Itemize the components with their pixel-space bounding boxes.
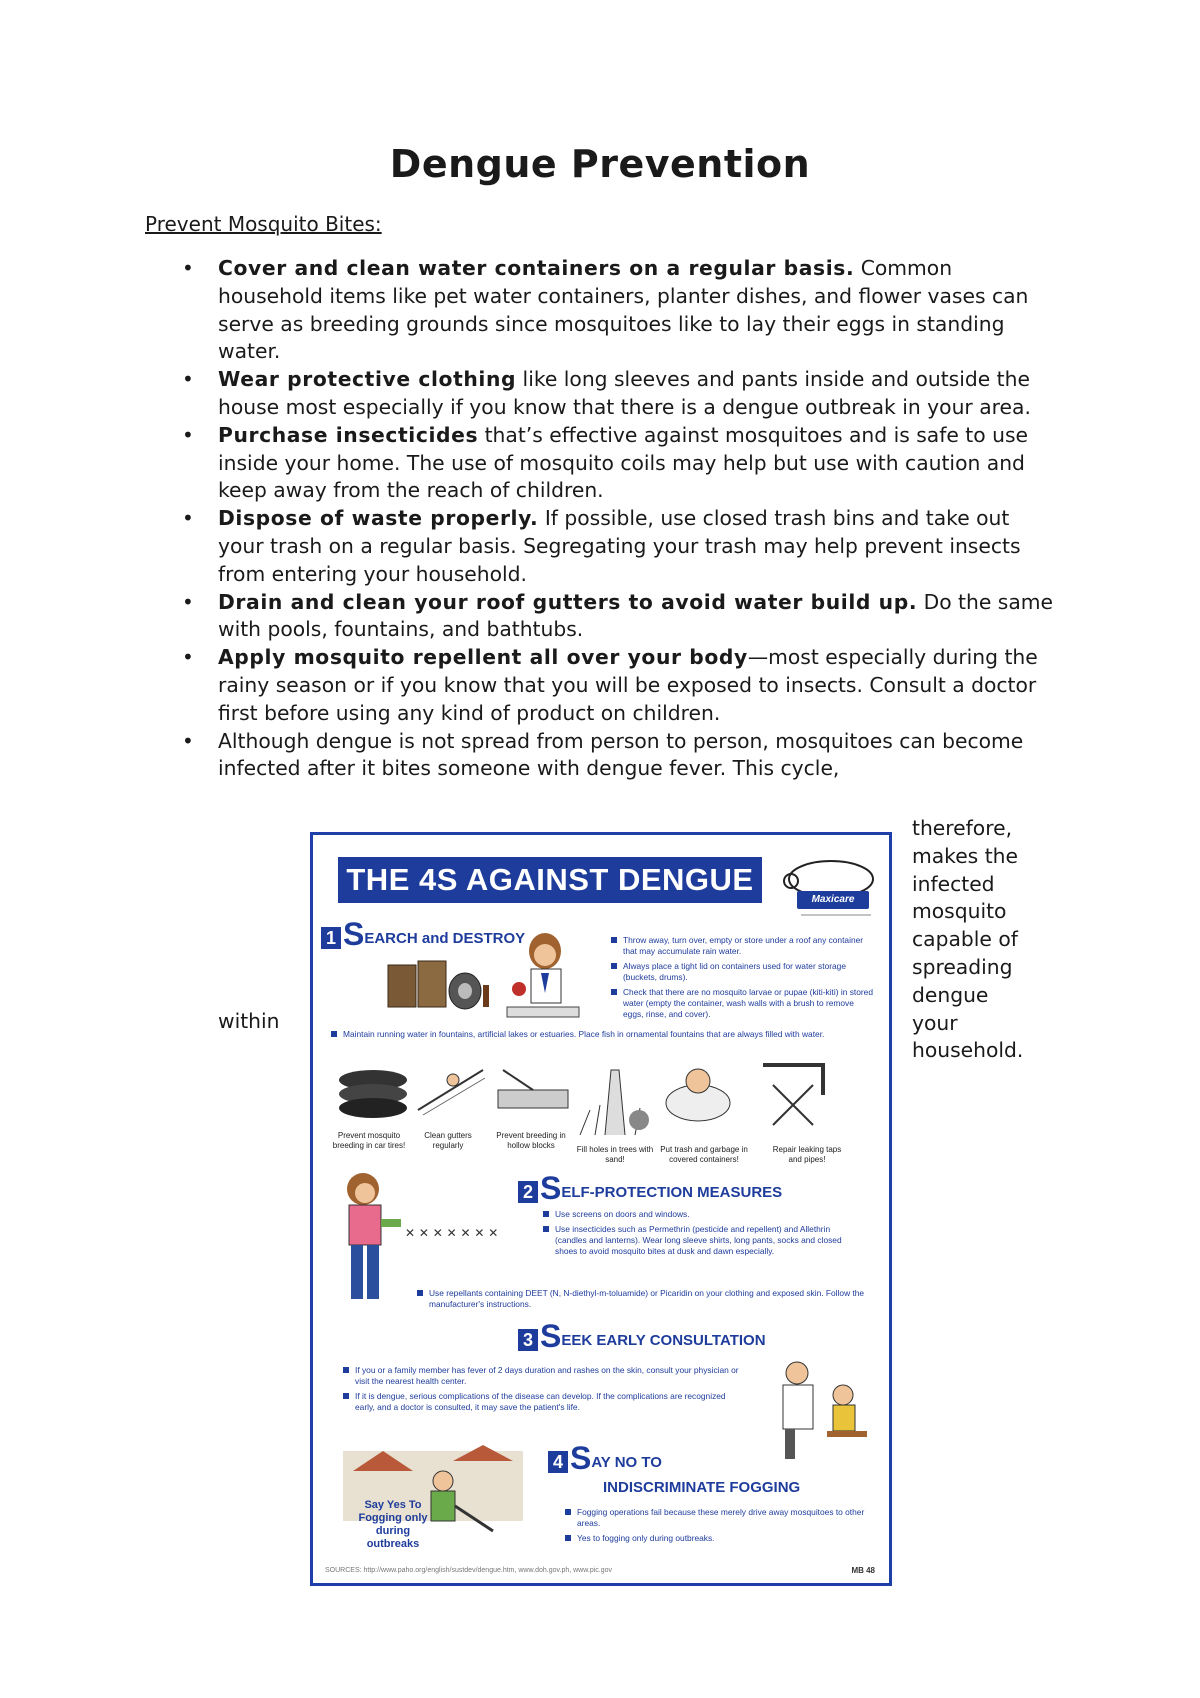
step-letter: S [540,1318,562,1354]
list-item [218,505,1060,588]
step3-heading [518,1318,766,1354]
step-letter: S [570,1440,592,1476]
wrapped-word: mosquito [912,899,1007,924]
tree-illustration [575,1050,655,1140]
item-bold: Purchase insecticides [218,422,479,447]
bullet-item: Use repellants containing DEET (N, N-diethyl-m-toluamide) or Picaridin on your clothing and exposed skin. Follow the manufacturer's instructions. [417,1288,867,1310]
step4-heading [548,1440,662,1476]
wrapped-word: dengue [912,982,989,1007]
item-text: Although dengue is not spread from person to person, mosquitoes can become infected after it bites someone with dengue fever. This cycle, [218,728,1024,781]
item-text: Do the same with pools, fountains, and bathtubs. [218,589,1054,642]
list-item [218,422,1060,505]
woman-illustration [503,929,583,1029]
fogging-caption: Say Yes To Fogging only during outbreaks [358,1499,428,1550]
item-bold: Drain and clean your roof gutters to avoid water build up. [218,589,918,614]
gutter-illustration [413,1060,488,1120]
step2-wide-bullet [417,1288,867,1314]
prevention-list [218,255,1060,783]
caption: Put trash and garbage in covered containers! [660,1145,748,1164]
wrapped-word: therefore, [912,816,1013,840]
section-subheading: Prevent Mosquito Bites: [145,212,382,236]
garbage-illustration [658,1053,738,1133]
step4-heading-line2 [603,1479,800,1496]
poster-sources: SOURCES: http://www.paho.org/english/sustdev/dengue.htm, www.doh.gov.ph, www.pic.gov [325,1567,613,1574]
bullet-item: Use insecticides such as Permethrin (pesticide and repellent) and Allethrin (candles and lanterns). Wear long sleeve shirts, long pants, socks and closed shoes to avoid mosquito bites at dusk and dawn especially. [543,1224,863,1257]
item-bold: Dispose of waste properly. [218,506,539,531]
caption: Clean gutters regularly [424,1131,472,1150]
wrapped-word: infected [912,871,995,896]
tap-pipe-illustration [753,1055,833,1135]
mosquito-swarm-icon [405,1219,505,1249]
hollow-blocks-illustration [493,1060,573,1120]
dengue-poster-image [310,832,892,1586]
tires-illustration [333,1060,413,1120]
step1-bullets [611,935,873,1024]
bullet-item: Check that there are no mosquito larvae or pupae (kiti-kiti) in stored water (empty the container, wash walls with a brush to remove eggs, rinse, and cover). [611,987,873,1020]
list-item [218,728,1060,784]
wrapped-word: your [912,1010,958,1035]
caption: Prevent breeding in hollow blocks [496,1131,566,1150]
stethoscope-icon [771,853,879,925]
caption: Prevent mosquito breeding in car tires! [332,1131,406,1150]
woman-spraying-illustration [327,1169,417,1309]
step1-heading [321,916,526,952]
bullet-item: Yes to fogging only during outbreaks. [565,1533,865,1544]
item-bold: Apply mosquito repellent all over your body [218,645,748,670]
step-number: 1 [321,927,341,949]
step-number: 3 [518,1329,538,1351]
wrapped-word: capable of [912,927,1018,952]
wrapped-word-left: within [218,1009,280,1033]
doctor-illustration [763,1355,873,1465]
step-letter: S [540,1170,562,1206]
step1-wide-bullet [331,1029,871,1044]
step-number: 2 [518,1181,538,1203]
wrapped-word: makes the [912,843,1018,868]
list-item [218,589,1060,645]
wrapped-word: spreading [912,954,1013,979]
list-item [218,255,1060,366]
bullet-item: Use screens on doors and windows. [543,1209,863,1220]
item-text: like long sleeves and pants inside and outside the house most especially if you know that there is a dengue outbreak in your area. [218,367,1031,419]
bullet-item: Throw away, turn over, empty or store under a roof any container that may accumulate rain water. [611,935,873,957]
svg-text:✕ ✕ ✕ ✕ ✕ ✕ ✕: ✕ ✕ ✕ ✕ ✕ ✕ ✕ [405,1226,499,1240]
step-title: ELF-PROTECTION MEASURES [561,1184,783,1201]
caption: Repair leaking taps and pipes! [772,1145,842,1164]
item-text: that’s effective against mosquitoes and is safe to use inside your home. The use of mosquito coils may help but use with caution and keep away from the reach of children. [218,422,1028,503]
list-item [218,366,1060,422]
page-title: Dengue Prevention [389,142,811,186]
item-text: Common household items like pet water containers, planter dishes, and flower vases can serve as breeding grounds since mosquitoes like to lay their eggs in standing water. [218,256,1029,364]
step-number: 4 [548,1451,568,1473]
item-bold: Wear protective clothing [218,367,517,392]
caption: Fill holes in trees with sand! [576,1145,654,1164]
brand-logo: Maxicare [797,891,869,909]
bullet-item: If you or a family member has fever of 2 days duration and rashes on the skin, consult your physician or visit the nearest health center. [343,1365,743,1387]
item-text: —most especially during the rainy season or if you know that you will be exposed to insects. Consult a doctor first before using any kind of product on children. [218,645,1038,725]
item-bold: Cover and clean water containers on a regular basis. [218,256,855,280]
bullet-item: Always place a tight lid on containers used for water storage (buckets, drums). [611,961,873,983]
poster-code: MB 48 [851,1566,875,1575]
list-item [218,644,1060,727]
bullet-item: Maintain running water in fountains, artificial lakes or estuaries. Place fish in ornamental fountains that are always filled with water. [331,1029,871,1040]
step2-heading [518,1170,783,1206]
bullet-item: Fogging operations fail because these merely drive away mosquitoes to other areas. [565,1507,865,1529]
item-text: If possible, use closed trash bins and take out your trash on a regular basis. Segregating your trash may help prevent insects from entering your household. [218,506,1021,586]
wrapped-text-column [912,815,1072,1065]
barrels-illustration [383,955,493,1015]
step-title: AY NO TO [591,1454,662,1471]
step3-bullets [343,1365,743,1417]
poster-title: THE 4S AGAINST DENGUE [338,857,762,903]
step-letter: S [343,916,365,952]
bullet-item: If it is dengue, serious complications of the disease can develop. If the complications are recognized early, and a doctor is consulted, it may save the patient's life. [343,1391,743,1413]
wrapped-word: household. [912,1038,1024,1063]
step-title: EARCH and DESTROY [364,930,526,947]
step-title-line2: INDISCRIMINATE FOGGING [603,1479,801,1496]
step-title: EEK EARLY CONSULTATION [561,1332,766,1349]
step2-bullets [543,1209,863,1261]
step4-bullets [565,1507,865,1548]
